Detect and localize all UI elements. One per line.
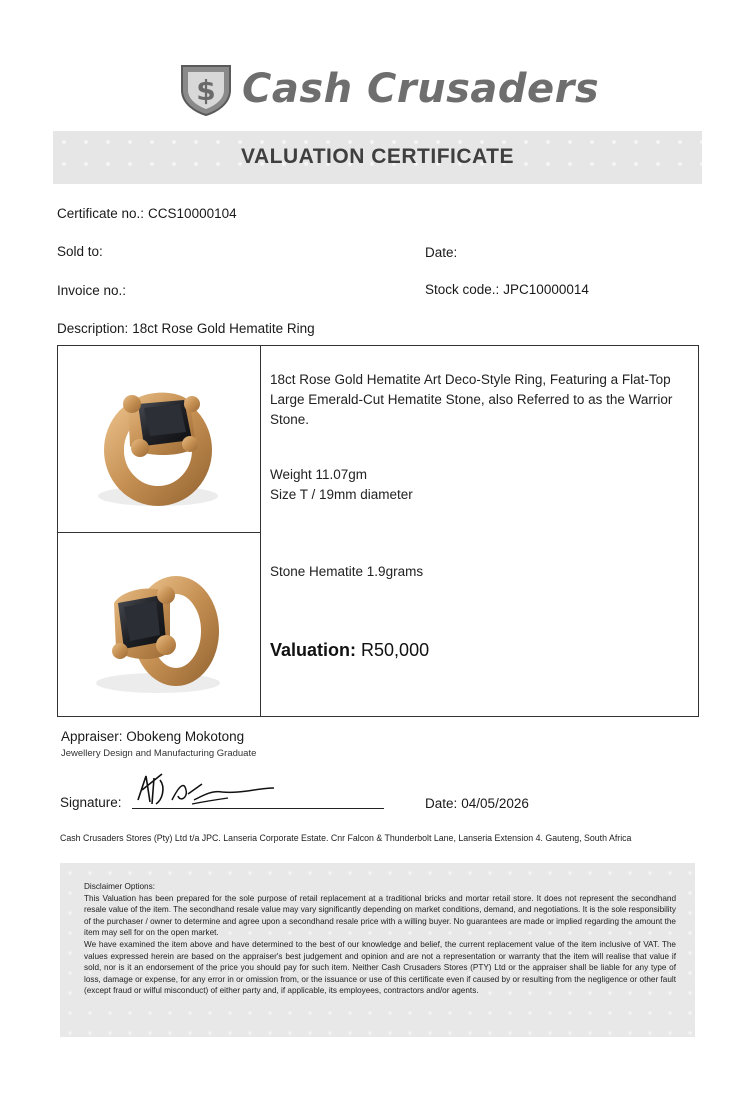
description-field	[57, 321, 315, 336]
appraiser-label: Appraiser:	[61, 729, 123, 744]
brand-name: Cash Crusaders	[242, 66, 600, 112]
sold-to-label: Sold to:	[57, 244, 103, 259]
signature-date-value: 04/05/2026	[461, 796, 529, 811]
item-stone: Stone Hematite 1.9grams	[270, 564, 424, 579]
disclaimer-text	[84, 881, 676, 997]
signature-date-label: Date:	[425, 796, 458, 811]
disclaimer-box	[60, 863, 695, 1037]
column-divider	[260, 346, 261, 716]
item-size: Size T / 19mm diameter	[270, 487, 413, 502]
signature-line	[132, 808, 384, 809]
valuation-amount	[270, 640, 429, 661]
certificate-number-field	[57, 206, 237, 221]
certificate-number-value: CCS10000104	[148, 206, 237, 221]
brand-logo	[176, 60, 600, 120]
sold-to-field	[57, 244, 107, 259]
company-address: Cash Crusaders Stores (Pty) Ltd t/a JPC. Lanseria Corporate Estate. Cnr Falcon & Thunderbolt Lane, Lanseria Extension 4. Gauteng, South Africa	[60, 833, 632, 843]
date-label: Date:	[425, 245, 458, 260]
certificate-number-label: Certificate no.:	[57, 206, 145, 221]
ring-photo-side	[58, 533, 260, 719]
invoice-label: Invoice no.:	[57, 283, 127, 298]
item-weight: Weight 11.07gm	[270, 467, 368, 482]
handwritten-signature	[132, 770, 282, 810]
signature-date-field	[425, 796, 529, 811]
date-field	[425, 245, 461, 260]
appraiser-role: Jewellery Design and Manufacturing Graduate	[61, 748, 257, 759]
item-details-box	[57, 345, 699, 717]
disclaimer-paragraph-1: This Valuation has been prepared for the sole purpose of retail replacement at a traditional bricks and mortar retail store. It does not represent the secondhand resale value of the item. The secondhand resale value may vary significantly depending on market conditions, demand, and negotiations. It is the sole responsibility of the purchaser / owner to determine and agree upon a secondhand resale price with a willing buyer. No guarantees are made or implied regarding the amount the item may sell for on the open market.	[84, 893, 676, 938]
description-value: 18ct Rose Gold Hematite Ring	[132, 321, 315, 336]
ring-photo-front	[58, 346, 260, 532]
disclaimer-paragraph-2: We have examined the item above and have determined to the best of our knowledge and belief, the current replacement value of the item inclusive of VAT. The values expressed herein are based on the appraiser's best judgement and opinion and are not a representation or warranty that the item will realise that value if sold, nor is it an endorsement of the price you should pay for such item. Neither Cash Crusaders Stores (PTY) Ltd or the appraiser shall be liable for any type of loss, damage or expense, for any error in or omission from, or the issuance or use of this certificate even if caused by or resulting from the negligence or other fault (except fraud or wilful misconduct) of either party and, if applicable, its employees, contractors and/or agents.	[84, 939, 676, 996]
invoice-field	[57, 283, 130, 298]
stock-code-field	[425, 282, 589, 297]
appraiser-line	[61, 729, 244, 744]
item-description-paragraph: 18ct Rose Gold Hematite Art Deco-Style Ring, Featuring a Flat-Top Large Emerald-Cut Hematite Stone, also Referred to as the Warrior Stone.	[270, 372, 673, 427]
appraiser-name: Obokeng Mokotong	[126, 729, 245, 744]
valuation-value: R50,000	[361, 640, 430, 660]
dollar-shield-icon	[176, 60, 236, 116]
svg-text:$: $	[196, 74, 216, 107]
certificate-title: VALUATION CERTIFICATE	[241, 145, 514, 168]
stock-code-value: JPC10000014	[503, 282, 589, 297]
valuation-label: Valuation:	[270, 640, 357, 660]
signature-label: Signature:	[60, 795, 122, 810]
disclaimer-title: Disclaimer Options:	[84, 882, 155, 891]
stock-code-label: Stock code.:	[425, 282, 500, 297]
description-label: Description:	[57, 321, 129, 336]
title-banner	[53, 131, 702, 184]
